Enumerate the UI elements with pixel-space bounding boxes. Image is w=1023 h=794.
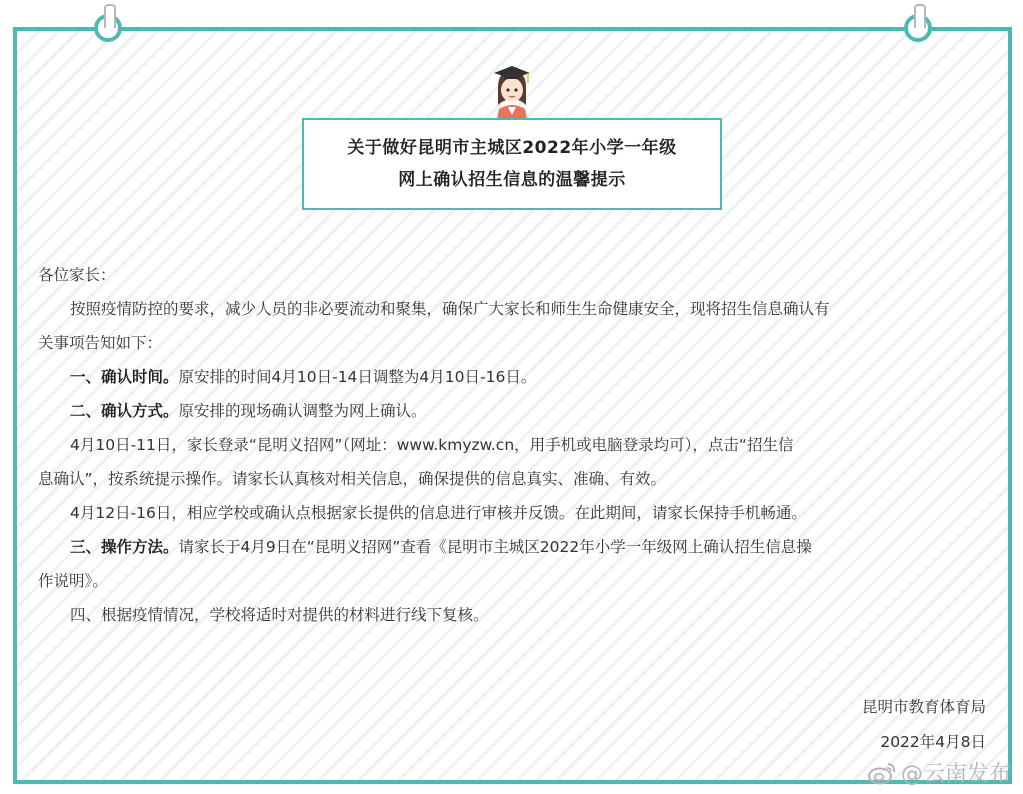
section-1 — [38, 360, 988, 394]
paragraph-4: 4月12日-16日，相应学校或确认点根据家长提供的信息进行审核并反馈。在此期间，请家长保持手机畅通。 — [70, 504, 807, 522]
watermark-text: @云南发布 — [900, 762, 1011, 787]
graduate-avatar-icon — [490, 63, 534, 119]
section-4: 四、根据疫情情况，学校将适时对提供的材料进行线下复核。 — [70, 606, 489, 624]
section-2-heading: 二、确认方式。 — [70, 402, 179, 420]
signature-org: 昆明市教育体育局 — [861, 698, 986, 716]
title-line-2: 网上确认招生信息的温馨提示 — [398, 170, 626, 190]
section-2 — [38, 394, 988, 428]
section-2-text: 原安排的现场确认调整为网上确认。 — [178, 402, 427, 420]
pin-icon — [94, 14, 122, 42]
intro-line-2: 关事项告知如下： — [38, 334, 163, 352]
section-1-text: 原安排的时间4月10日-14日调整为4月10日-16日。 — [178, 368, 537, 386]
section-3-heading: 三、操作方法。 — [70, 538, 179, 556]
section-3 — [38, 530, 988, 564]
paragraph-3-line-1: 4月10日-11日，家长登录“昆明义招网”（网址：www.kmyzw.cn，用手机或电脑登录均可），点击“招生信 — [70, 436, 794, 454]
signature-date: 2022年4月8日 — [880, 733, 986, 751]
watermark — [867, 757, 1011, 788]
section-3-continued: 作说明》。 — [38, 572, 108, 590]
notice-body — [38, 258, 988, 632]
greeting: 各位家长： — [38, 266, 116, 284]
weibo-icon — [867, 761, 897, 785]
title-line-1: 关于做好昆明市主城区2022年小学一年级 — [347, 138, 677, 158]
pin-icon — [904, 14, 932, 42]
section-1-heading: 一、确认时间。 — [70, 368, 179, 386]
title-box — [302, 118, 722, 210]
section-3-text: 请家长于4月9日在“昆明义招网”查看《昆明市主城区2022年小学一年级网上确认招生信息操 — [178, 538, 812, 556]
intro-line-1: 按照疫情防控的要求，减少人员的非必要流动和聚集，确保广大家长和师生生命健康安全，现将招生信息确认有 — [70, 300, 830, 318]
paragraph-3-line-2: 息确认”，按系统提示操作。请家长认真核对相关信息，确保提供的信息真实、准确、有效。 — [38, 470, 667, 488]
